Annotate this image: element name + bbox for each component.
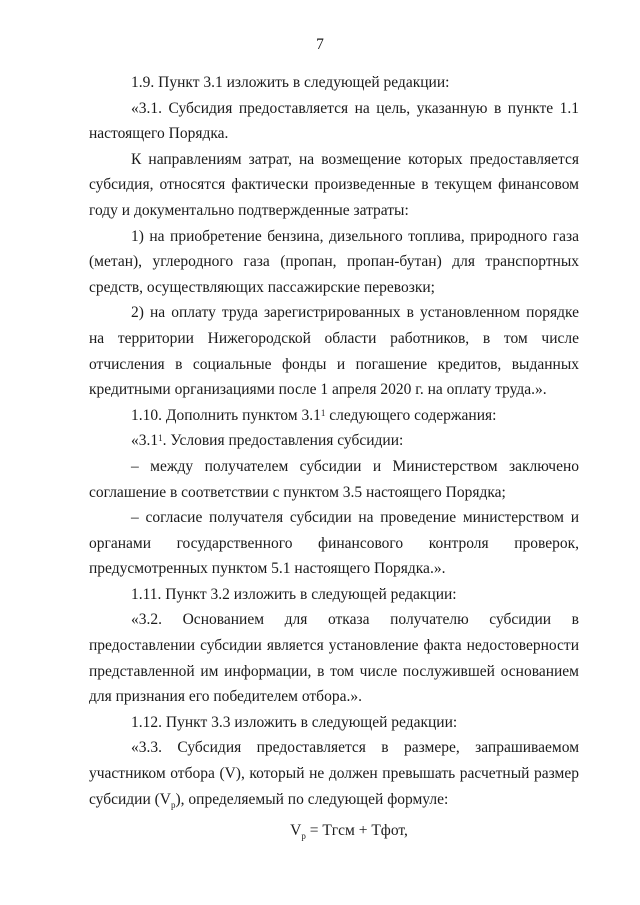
- superscript-1: 1: [158, 433, 163, 444]
- paragraph-1-12: 1.12. Пункт 3.3 изложить в следующей редакции:: [131, 713, 458, 731]
- formula-lhs-subscript: р: [301, 831, 306, 842]
- paragraph-cost-directions: К направлениям затрат, на возмещение которых предоставляется субсидия, относятся фактически произведенные в текущем финансовом году и документально подтвержденные затраты:: [89, 150, 579, 219]
- paragraph-1-9: 1.9. Пункт 3.1 изложить в следующей редакции:: [131, 74, 450, 91]
- paragraph-3-1-1-quote: [89, 428, 579, 454]
- paragraph-item-2: 2) на оплату труда зарегистрированных в установленном порядке на территории Нижегородской области работников, в том числе отчисления в социальные фонды и погашение кредитов, выданных кредитными организациями после 1 апреля 2020 г. на оплату труда.».: [89, 304, 579, 399]
- superscript-1: 1: [320, 407, 326, 418]
- formula: [89, 818, 579, 850]
- page-number: 7: [316, 36, 324, 53]
- paragraph-3-3-tail: ), определяемый по следующей формуле:: [175, 790, 449, 808]
- paragraph-1-10-text: 1.10. Дополнить пунктом 3.1: [131, 406, 321, 424]
- paragraph-1-10: [89, 403, 579, 429]
- formula-lhs: V: [290, 822, 302, 840]
- formula-rhs: = Тгсм + Тфот,: [305, 822, 408, 840]
- paragraph-item-1: 1) на приобретение бензина, дизельного топлива, природного газа (метан), углеродного газа (пропан, пропан-бутан) для транспортных средств, осуществляющих пассажирские перевозки;: [89, 227, 579, 296]
- paragraph-condition-consent: – согласие получателя субсидии на проведение министерством и органами государственного финансового контроля проверок, предусмотренных пунктом 5.1 настоящего Порядка.».: [89, 509, 579, 578]
- paragraph-1-11: 1.11. Пункт 3.2 изложить в следующей редакции:: [131, 585, 457, 603]
- paragraph-1-10-tail: следующего содержания:: [325, 406, 497, 424]
- paragraph-3-1-1-tail: . Условия предоставления субсидии:: [162, 432, 404, 450]
- paragraph-3-3-quote: [89, 735, 579, 818]
- subscript-r: р: [171, 799, 176, 810]
- paragraph-3-2-quote: «3.2. Основанием для отказа получателю субсидии в предоставлении субсидии является установление факта недостоверности представленной им информации, в том числе послужившей основанием для признания его победителем отбора.».: [89, 611, 579, 706]
- paragraph-3-1-1-text: «3.1: [131, 432, 159, 450]
- paragraph-3-3-text: «3.3. Субсидия предоставляется в размере, запрашиваемом участником отбора (V), который не должен превышать расчетный размер субсидии (V: [89, 739, 579, 808]
- paragraph-3-1-quote: «3.1. Субсидия предоставляется на цель, указанную в пункте 1.1 настоящего Порядка.: [89, 99, 579, 143]
- paragraph-condition-agreement: – между получателем субсидии и Министерством заключено соглашение в соответствии с пунктом 3.5 настоящего Порядка;: [89, 457, 579, 501]
- document-body: [89, 70, 579, 850]
